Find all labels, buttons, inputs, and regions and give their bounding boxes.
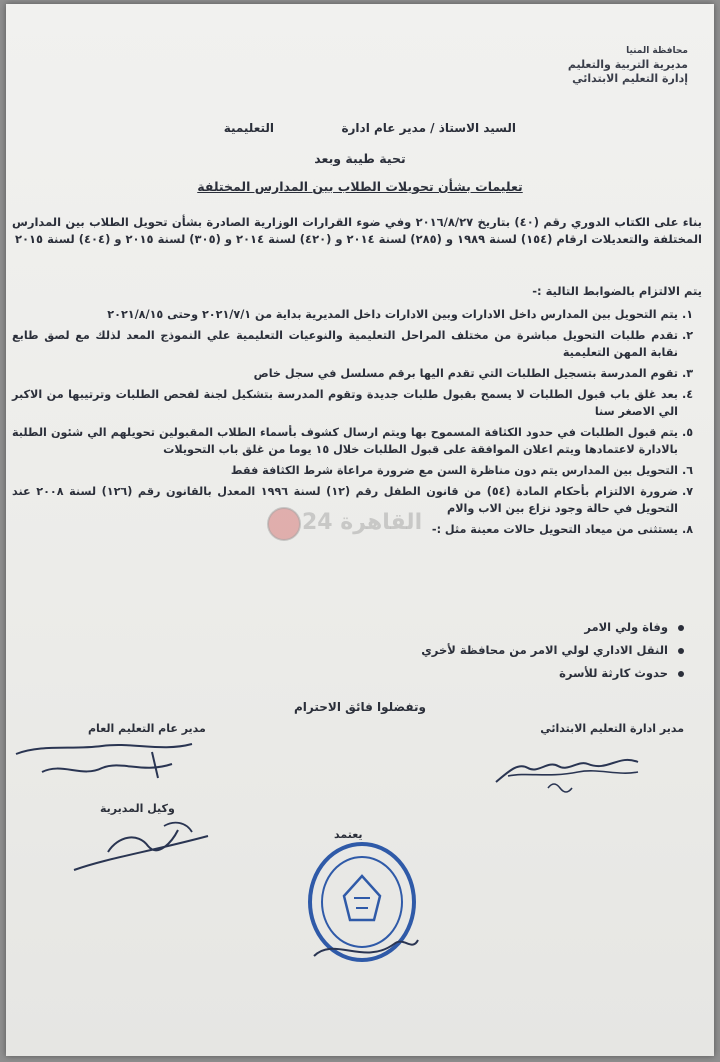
bullet-icon xyxy=(678,648,684,654)
addressee-department: التعليمية xyxy=(223,121,274,135)
rule-text: يتم قبول الطلبات في حدود الكثافة المسموح بها ويتم ارسال كشوف بأسماء الطلاب المقبولين تحويلهم الي شئون الطلبة بالادارة لاعتمادها ويتم اعلان الموافقة على قبول الطلبات خلال ١٥ يوما من غلق باب التحويلات xyxy=(12,426,678,456)
bullet-icon xyxy=(678,625,684,631)
exceptions-list xyxy=(421,616,684,685)
signature-title-left: مدير عام التعليم العام xyxy=(88,722,206,735)
subject-line xyxy=(6,179,714,194)
rules-heading: يتم الالتزام بالضوابط التالية :- xyxy=(532,284,702,298)
letterhead-governorate: محافظة المنيا xyxy=(626,46,688,56)
document-page xyxy=(6,4,714,1056)
rule-item xyxy=(12,462,702,479)
letterhead xyxy=(568,44,688,86)
rule-text: تقدم طلبات التحويل مباشرة من مختلف المراحل التعليمية والنوعيات التعليمية علي النموذج المعد لذلك مع لصق طابع نقابة المهن التعليمية xyxy=(12,329,678,359)
approval-label: يعتمد xyxy=(334,828,363,841)
letterhead-directorate: مديرية التربية والتعليم xyxy=(567,58,688,71)
intro-paragraph: بناء على الكتاب الدوري رقم (٤٠) بتاريخ ٢٠١٦/٨/٢٧ وفي ضوء القرارات الوزارية الصادرة بشأن تحويل الطلاب بين المدارس المختلفة والتعديلات ارقام (١٥٤) لسنة ١٩٨٩ و (٢٨٥) لسنة ٢٠١٤ و (٤٢٠) لسنة ٢٠١٤ و (٣٠٥) لسنة ٢٠١٥ و (٤٠٤) لسنة ٢٠١٥ xyxy=(12,215,702,246)
rule-number: ٢. xyxy=(682,329,694,342)
signature-title-right: مدير ادارة التعليم الابتدائي xyxy=(540,722,684,735)
rule-text: ضرورة الالتزام بأحكام المادة (٥٤) من قانون الطفل رقم (١٢) لسنة ١٩٩٦ المعدل بالقانون رقم (١٢٦) لسنة ٢٠٠٨ عند التحويل في حالة وجود نزاع بين الاب والام xyxy=(12,485,679,515)
rule-text: تقوم المدرسة بتسجيل الطلبات التي تقدم اليها برقم مسلسل في سجل خاص xyxy=(253,367,678,380)
rule-item xyxy=(12,327,702,361)
rule-item xyxy=(12,365,702,382)
letterhead-department: إدارة التعليم الابتدائي xyxy=(572,72,688,85)
signature-left-scribble xyxy=(12,734,202,794)
subject-text: تعليمات بشأن تحويلات الطلاب بين المدارس المختلفة xyxy=(197,179,523,194)
exception-item xyxy=(421,616,684,639)
rule-number: ٤. xyxy=(682,388,694,401)
greeting: تحية طيبة وبعد xyxy=(314,151,406,166)
rule-text: التحويل بين المدارس يتم دون مناظرة السن مع ضرورة مراعاة شرط الكثافة فقط xyxy=(230,464,678,477)
signature-title-left-second: وكيل المديرية xyxy=(100,802,175,815)
rule-number: ٧. xyxy=(682,485,694,498)
rule-item xyxy=(12,386,702,420)
exception-text: حدوث كارثة للأسرة xyxy=(559,666,668,680)
closing-line: وتفضلوا فائق الاحترام xyxy=(294,700,426,714)
exception-item xyxy=(421,639,684,662)
rules-list xyxy=(12,306,702,542)
signature-right-scribble xyxy=(488,742,648,802)
exception-item xyxy=(421,662,684,685)
bullet-icon xyxy=(678,671,684,677)
rule-number: ٣. xyxy=(682,367,694,380)
signature-left2-scribble xyxy=(68,812,218,876)
addressee-line: السيد الاستاذ / مدير عام ادارة xyxy=(341,121,516,135)
rule-item xyxy=(12,424,702,458)
exception-text: النقل الاداري لولي الامر من محافظة لأخري xyxy=(421,643,668,657)
official-stamp xyxy=(304,836,424,976)
rule-text: يتم التحويل بين المدارس داخل الادارات وبين الادارات داخل المديرية بداية من ٢٠٢١/٧/١ وحتى ٢٠٢١/٨/١٥ xyxy=(107,308,678,321)
watermark-badge-icon xyxy=(264,504,304,544)
exception-text: وفاة ولي الامر xyxy=(584,620,668,634)
rule-item xyxy=(12,306,702,323)
watermark-text: القاهرة 24 xyxy=(302,510,423,535)
rule-text: يستثنى من ميعاد التحويل حالات معينة مثل :- xyxy=(431,523,678,536)
rule-number: ٦. xyxy=(682,464,694,477)
rule-text: بعد غلق باب قبول الطلبات لا يسمح بقبول طلبات جديدة وتقوم المدرسة بتشكيل لجنة لفحص الطلبات وترتيبها من الاكبر الي الاصغر سنا xyxy=(12,388,678,418)
rule-number: ١. xyxy=(682,308,694,321)
rule-number: ٨. xyxy=(682,523,694,536)
rule-number: ٥. xyxy=(682,426,694,439)
